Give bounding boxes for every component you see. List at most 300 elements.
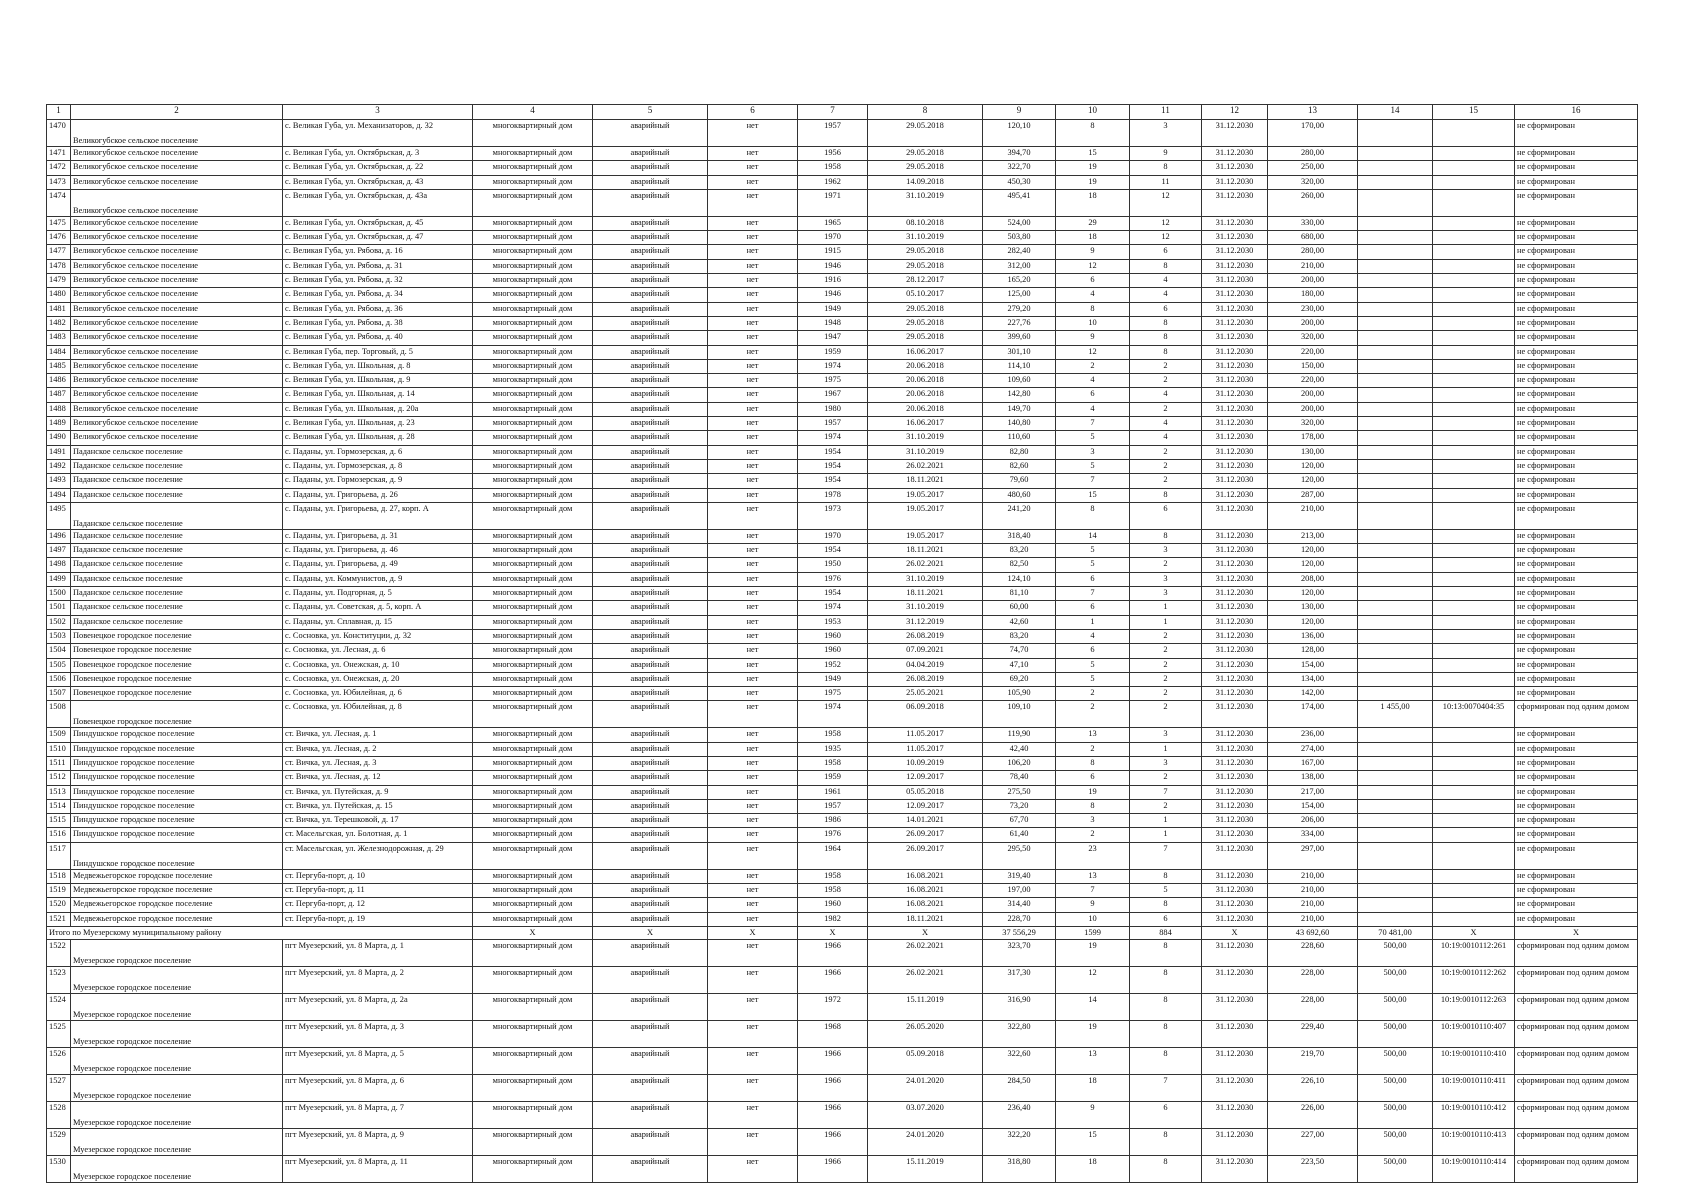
cell-year-built: 1974 <box>798 701 868 728</box>
table-row <box>47 189 1638 216</box>
cell-area: 110,60 <box>983 431 1056 445</box>
cell-plot-area: 500,00 <box>1358 939 1433 966</box>
cell-house-type: многоквартирный дом <box>473 1128 593 1155</box>
cell-municipality: Великогубское сельское поселение <box>71 417 283 431</box>
cell-relocation-date: 31.12.2030 <box>1202 966 1268 993</box>
cell-area: 83,20 <box>983 544 1056 558</box>
cell-area: 83,20 <box>983 629 1056 643</box>
cell-recognition-date: 28.12.2017 <box>868 274 983 288</box>
cell-land-area: 230,00 <box>1268 302 1358 316</box>
cell-house-type: многоквартирный дом <box>473 189 593 216</box>
cell-area: 78,40 <box>983 771 1056 785</box>
cell-address: с. Великая Губа, пер. Торговый, д. 5 <box>283 345 473 359</box>
cell-plot-area <box>1358 374 1433 388</box>
table-row <box>47 175 1638 189</box>
cell-reconstruction: нет <box>708 756 798 770</box>
cell-year-built: 1958 <box>798 728 868 742</box>
cell-plot-area <box>1358 828 1433 842</box>
cell-cadastral-number <box>1433 898 1515 912</box>
cell-recognition-date: 18.11.2021 <box>868 474 983 488</box>
cell-relocation-date: 31.12.2030 <box>1202 120 1268 147</box>
cell-recognition-date: 16.08.2021 <box>868 869 983 883</box>
table-row <box>47 459 1638 473</box>
cell-relocation-date: 31.12.2030 <box>1202 912 1268 926</box>
cell-reconstruction: нет <box>708 828 798 842</box>
cell-cadastral-number <box>1433 587 1515 601</box>
cell-house-type: многоквартирный дом <box>473 502 593 529</box>
cell-plot-area <box>1358 728 1433 742</box>
cell-recognition-date: 29.05.2018 <box>868 120 983 147</box>
cell-address: с. Великая Губа, ул. Механизаторов, д. 32 <box>283 120 473 147</box>
cell-address: с. Великая Губа, ул. Октябрьская, д. 47 <box>283 231 473 245</box>
cell-recognition-date: 26.09.2017 <box>868 842 983 869</box>
cell-area: 480,60 <box>983 488 1056 502</box>
cell-residents: 15 <box>1056 1128 1130 1155</box>
cell-plot-area: 500,00 <box>1358 1020 1433 1047</box>
cell-relocation-date: 31.12.2030 <box>1202 1020 1268 1047</box>
cell-residents: 4 <box>1056 288 1130 302</box>
cell-reconstruction: нет <box>708 161 798 175</box>
cell-year-built: 1957 <box>798 120 868 147</box>
cell-address: с. Паданы, ул. Григорьева, д. 46 <box>283 544 473 558</box>
cell-land-area: 334,00 <box>1268 828 1358 842</box>
cell-address: с. Паданы, ул. Гормозерская, д. 8 <box>283 459 473 473</box>
cell-municipality: Великогубское сельское поселение <box>71 161 283 175</box>
cell-cadastral-number <box>1433 615 1515 629</box>
cell-house-type: многоквартирный дом <box>473 799 593 813</box>
cell-reconstruction: нет <box>708 869 798 883</box>
cell-land-area: 274,00 <box>1268 742 1358 756</box>
cell-house-type: многоквартирный дом <box>473 898 593 912</box>
cell-relocation-date: 31.12.2030 <box>1202 488 1268 502</box>
cell-address: с. Паданы, ул. Подгорная, д. 5 <box>283 587 473 601</box>
cell-reconstruction: нет <box>708 672 798 686</box>
cell-plot-area <box>1358 742 1433 756</box>
cell-municipality: Великогубское сельское поселение <box>71 288 283 302</box>
cell-year-built: 1975 <box>798 374 868 388</box>
cell-rooms: 8 <box>1130 1155 1202 1182</box>
cell-rooms: 12 <box>1130 231 1202 245</box>
cell-municipality: Великогубское сельское поселение <box>71 245 283 259</box>
cell-area: 42,60 <box>983 615 1056 629</box>
cell-row-number: 1481 <box>47 302 71 316</box>
cell-area: 301,10 <box>983 345 1056 359</box>
total-cell: 70 481,00 <box>1358 926 1433 939</box>
table-row <box>47 558 1638 572</box>
cell-cadastral-number <box>1433 288 1515 302</box>
cell-reconstruction: нет <box>708 771 798 785</box>
cell-house-type: многоквартирный дом <box>473 644 593 658</box>
cell-recognition-date: 20.06.2018 <box>868 388 983 402</box>
cell-house-type: многоквартирный дом <box>473 345 593 359</box>
cell-address: с. Паданы, ул. Советская, д. 5, корп. А <box>283 601 473 615</box>
cell-status: аварийный <box>593 161 708 175</box>
cell-municipality: Великогубское сельское поселение <box>71 120 283 147</box>
cell-area: 227,76 <box>983 316 1056 330</box>
cell-status: аварийный <box>593 884 708 898</box>
cell-relocation-date: 31.12.2030 <box>1202 147 1268 161</box>
table-row <box>47 828 1638 842</box>
cell-reconstruction: нет <box>708 231 798 245</box>
cell-address: с. Паданы, ул. Григорьева, д. 49 <box>283 558 473 572</box>
cell-cadastral-number <box>1433 529 1515 543</box>
cell-area: 67,70 <box>983 814 1056 828</box>
table-row <box>47 331 1638 345</box>
cell-reconstruction: нет <box>708 474 798 488</box>
cell-plot-status: не сформирован <box>1515 672 1638 686</box>
cell-area: 236,40 <box>983 1101 1056 1128</box>
cell-reconstruction: нет <box>708 488 798 502</box>
cell-status: аварийный <box>593 502 708 529</box>
cell-residents: 18 <box>1056 1155 1130 1182</box>
cell-address: ст. Вичка, ул. Терешковой, д. 17 <box>283 814 473 828</box>
cell-relocation-date: 31.12.2030 <box>1202 245 1268 259</box>
table-row <box>47 629 1638 643</box>
cell-reconstruction: нет <box>708 402 798 416</box>
cell-cadastral-number <box>1433 161 1515 175</box>
cell-plot-status: не сформирован <box>1515 842 1638 869</box>
cell-address: пгт Муезерский, ул. 8 Марта, д. 2а <box>283 993 473 1020</box>
cell-plot-status: не сформирован <box>1515 572 1638 586</box>
cell-year-built: 1916 <box>798 274 868 288</box>
cell-rooms: 4 <box>1130 288 1202 302</box>
cell-status: аварийный <box>593 629 708 643</box>
cell-land-area: 150,00 <box>1268 359 1358 373</box>
column-number-2: 2 <box>71 105 283 120</box>
cell-relocation-date: 31.12.2030 <box>1202 814 1268 828</box>
cell-house-type: многоквартирный дом <box>473 175 593 189</box>
cell-year-built: 1965 <box>798 216 868 230</box>
cell-residents: 9 <box>1056 245 1130 259</box>
cell-row-number: 1508 <box>47 701 71 728</box>
cell-address: пгт Муезерский, ул. 8 Марта, д. 6 <box>283 1074 473 1101</box>
cell-reconstruction: нет <box>708 445 798 459</box>
cell-year-built: 1952 <box>798 658 868 672</box>
cell-rooms: 3 <box>1130 587 1202 601</box>
cell-relocation-date: 31.12.2030 <box>1202 1101 1268 1128</box>
cell-residents: 5 <box>1056 544 1130 558</box>
cell-cadastral-number: 10:19:0010110:411 <box>1433 1074 1515 1101</box>
table-row <box>47 687 1638 701</box>
cell-year-built: 1975 <box>798 687 868 701</box>
cell-row-number: 1470 <box>47 120 71 147</box>
cell-address: ст. Вичка, ул. Лесная, д. 12 <box>283 771 473 785</box>
table-row <box>47 259 1638 273</box>
column-number-11: 11 <box>1130 105 1202 120</box>
table-row <box>47 869 1638 883</box>
cell-area: 450,30 <box>983 175 1056 189</box>
cell-status: аварийный <box>593 828 708 842</box>
cell-plot-status: не сформирован <box>1515 529 1638 543</box>
cell-cadastral-number <box>1433 644 1515 658</box>
cell-cadastral-number: 10:19:0010110:407 <box>1433 1020 1515 1047</box>
table-row <box>47 728 1638 742</box>
cell-year-built: 1957 <box>798 417 868 431</box>
cell-municipality: Великогубское сельское поселение <box>71 175 283 189</box>
cell-row-number: 1480 <box>47 288 71 302</box>
cell-municipality: Великогубское сельское поселение <box>71 345 283 359</box>
cell-house-type: многоквартирный дом <box>473 316 593 330</box>
cell-residents: 6 <box>1056 572 1130 586</box>
cell-land-area: 200,00 <box>1268 316 1358 330</box>
total-label: Итого по Муезерскому муниципальному району <box>47 926 473 939</box>
cell-municipality: Муезерское городское поселение <box>71 1020 283 1047</box>
table-row <box>47 544 1638 558</box>
cell-house-type: многоквартирный дом <box>473 558 593 572</box>
cell-residents: 12 <box>1056 259 1130 273</box>
cell-address: ст. Вичка, ул. Лесная, д. 1 <box>283 728 473 742</box>
cell-plot-area <box>1358 912 1433 926</box>
cell-row-number: 1514 <box>47 799 71 813</box>
cell-residents: 23 <box>1056 842 1130 869</box>
cell-municipality: Паданское сельское поселение <box>71 601 283 615</box>
cell-residents: 9 <box>1056 1101 1130 1128</box>
cell-recognition-date: 16.06.2017 <box>868 345 983 359</box>
cell-plot-status: не сформирован <box>1515 302 1638 316</box>
table-row <box>47 120 1638 147</box>
cell-municipality: Муезерское городское поселение <box>71 966 283 993</box>
cell-plot-status: не сформирован <box>1515 799 1638 813</box>
cell-house-type: многоквартирный дом <box>473 869 593 883</box>
cell-relocation-date: 31.12.2030 <box>1202 1128 1268 1155</box>
cell-relocation-date: 31.12.2030 <box>1202 898 1268 912</box>
cell-rooms: 3 <box>1130 728 1202 742</box>
cell-row-number: 1502 <box>47 615 71 629</box>
cell-reconstruction: нет <box>708 345 798 359</box>
cell-plot-status: не сформирован <box>1515 785 1638 799</box>
cell-house-type: многоквартирный дом <box>473 402 593 416</box>
cell-plot-status: не сформирован <box>1515 274 1638 288</box>
cell-land-area: 280,00 <box>1268 245 1358 259</box>
cell-status: аварийный <box>593 1020 708 1047</box>
cell-house-type: многоквартирный дом <box>473 742 593 756</box>
cell-reconstruction: нет <box>708 629 798 643</box>
register-sheet <box>46 104 1637 1183</box>
cell-residents: 10 <box>1056 912 1130 926</box>
cell-year-built: 1974 <box>798 601 868 615</box>
cell-area: 503,80 <box>983 231 1056 245</box>
cell-residents: 13 <box>1056 869 1130 883</box>
cell-land-area: 120,00 <box>1268 558 1358 572</box>
cell-municipality: Великогубское сельское поселение <box>71 374 283 388</box>
cell-reconstruction: нет <box>708 245 798 259</box>
cell-residents: 19 <box>1056 1020 1130 1047</box>
emergency-housing-table <box>46 104 1638 1183</box>
cell-year-built: 1960 <box>798 898 868 912</box>
cell-cadastral-number <box>1433 274 1515 288</box>
cell-reconstruction: нет <box>708 431 798 445</box>
cell-plot-status: не сформирован <box>1515 756 1638 770</box>
cell-status: аварийный <box>593 728 708 742</box>
table-row <box>47 966 1638 993</box>
cell-address: с. Великая Губа, ул. Октябрьская, д. 22 <box>283 161 473 175</box>
cell-cadastral-number <box>1433 884 1515 898</box>
cell-house-type: многоквартирный дом <box>473 359 593 373</box>
cell-land-area: 138,00 <box>1268 771 1358 785</box>
cell-rooms: 2 <box>1130 558 1202 572</box>
cell-area: 60,00 <box>983 601 1056 615</box>
table-row <box>47 572 1638 586</box>
cell-relocation-date: 31.12.2030 <box>1202 701 1268 728</box>
cell-row-number: 1491 <box>47 445 71 459</box>
cell-municipality: Великогубское сельское поселение <box>71 216 283 230</box>
cell-municipality: Повенецкое городское поселение <box>71 672 283 686</box>
cell-status: аварийный <box>593 544 708 558</box>
cell-address: с. Сосновка, ул. Онежская, д. 20 <box>283 672 473 686</box>
cell-status: аварийный <box>593 601 708 615</box>
cell-status: аварийный <box>593 345 708 359</box>
cell-reconstruction: нет <box>708 814 798 828</box>
cell-recognition-date: 05.10.2017 <box>868 288 983 302</box>
cell-residents: 4 <box>1056 629 1130 643</box>
cell-land-area: 680,00 <box>1268 231 1358 245</box>
cell-plot-area <box>1358 288 1433 302</box>
cell-plot-area <box>1358 572 1433 586</box>
cell-land-area: 200,00 <box>1268 274 1358 288</box>
cell-row-number: 1506 <box>47 672 71 686</box>
cell-year-built: 1958 <box>798 161 868 175</box>
table-row <box>47 756 1638 770</box>
table-row <box>47 771 1638 785</box>
total-cell: 1599 <box>1056 926 1130 939</box>
cell-house-type: многоквартирный дом <box>473 259 593 273</box>
cell-plot-status: не сформирован <box>1515 445 1638 459</box>
cell-land-area: 200,00 <box>1268 402 1358 416</box>
cell-year-built: 1966 <box>798 1155 868 1182</box>
cell-rooms: 6 <box>1130 1101 1202 1128</box>
cell-row-number: 1524 <box>47 993 71 1020</box>
cell-plot-status: не сформирован <box>1515 316 1638 330</box>
cell-relocation-date: 31.12.2030 <box>1202 274 1268 288</box>
cell-plot-status: не сформирован <box>1515 189 1638 216</box>
cell-relocation-date: 31.12.2030 <box>1202 345 1268 359</box>
cell-row-number: 1498 <box>47 558 71 572</box>
cell-address: с. Сосновка, ул. Конституции, д. 32 <box>283 629 473 643</box>
cell-plot-status: не сформирован <box>1515 615 1638 629</box>
cell-relocation-date: 31.12.2030 <box>1202 939 1268 966</box>
cell-area: 319,40 <box>983 869 1056 883</box>
cell-plot-status: сформирован под одним домом <box>1515 1020 1638 1047</box>
cell-plot-area: 500,00 <box>1358 1047 1433 1074</box>
cell-status: аварийный <box>593 939 708 966</box>
cell-municipality: Пиндушское городское поселение <box>71 742 283 756</box>
cell-reconstruction: нет <box>708 274 798 288</box>
cell-house-type: многоквартирный дом <box>473 687 593 701</box>
cell-plot-status: сформирован под одним домом <box>1515 993 1638 1020</box>
cell-plot-status: не сформирован <box>1515 728 1638 742</box>
cell-area: 124,10 <box>983 572 1056 586</box>
cell-year-built: 1967 <box>798 388 868 402</box>
cell-cadastral-number <box>1433 459 1515 473</box>
cell-plot-area <box>1358 898 1433 912</box>
table-row <box>47 147 1638 161</box>
cell-house-type: многоквартирный дом <box>473 814 593 828</box>
column-number-9: 9 <box>983 105 1056 120</box>
table-row <box>47 742 1638 756</box>
cell-plot-area <box>1358 245 1433 259</box>
cell-plot-status: сформирован под одним домом <box>1515 1128 1638 1155</box>
table-body <box>47 105 1638 1183</box>
cell-row-number: 1526 <box>47 1047 71 1074</box>
cell-status: аварийный <box>593 842 708 869</box>
cell-year-built: 1954 <box>798 544 868 558</box>
cell-cadastral-number <box>1433 912 1515 926</box>
cell-rooms: 2 <box>1130 474 1202 488</box>
cell-cadastral-number <box>1433 488 1515 502</box>
cell-address: с. Великая Губа, ул. Школьная, д. 23 <box>283 417 473 431</box>
cell-rooms: 2 <box>1130 445 1202 459</box>
cell-plot-area <box>1358 388 1433 402</box>
cell-year-built: 1949 <box>798 302 868 316</box>
cell-year-built: 1953 <box>798 615 868 629</box>
cell-cadastral-number <box>1433 359 1515 373</box>
cell-land-area: 174,00 <box>1268 701 1358 728</box>
cell-recognition-date: 11.05.2017 <box>868 728 983 742</box>
cell-address: с. Великая Губа, ул. Октябрьская, д. 43а <box>283 189 473 216</box>
table-row <box>47 216 1638 230</box>
cell-residents: 2 <box>1056 742 1130 756</box>
cell-status: аварийный <box>593 331 708 345</box>
cell-plot-area <box>1358 175 1433 189</box>
cell-recognition-date: 24.01.2020 <box>868 1128 983 1155</box>
cell-relocation-date: 31.12.2030 <box>1202 869 1268 883</box>
cell-status: аварийный <box>593 572 708 586</box>
cell-relocation-date: 31.12.2030 <box>1202 302 1268 316</box>
cell-year-built: 1973 <box>798 502 868 529</box>
cell-plot-status: сформирован под одним домом <box>1515 701 1638 728</box>
cell-plot-area <box>1358 120 1433 147</box>
cell-municipality: Паданское сельское поселение <box>71 572 283 586</box>
cell-municipality: Муезерское городское поселение <box>71 1101 283 1128</box>
cell-status: аварийный <box>593 966 708 993</box>
cell-address: ст. Вичка, ул. Путейская, д. 15 <box>283 799 473 813</box>
cell-plot-area <box>1358 488 1433 502</box>
cell-rooms: 12 <box>1130 189 1202 216</box>
cell-reconstruction: нет <box>708 374 798 388</box>
total-cell: 43 692,60 <box>1268 926 1358 939</box>
cell-cadastral-number: 10:19:0010112:262 <box>1433 966 1515 993</box>
cell-reconstruction: нет <box>708 785 798 799</box>
cell-reconstruction: нет <box>708 558 798 572</box>
cell-reconstruction: нет <box>708 799 798 813</box>
table-row <box>47 601 1638 615</box>
cell-recognition-date: 14.09.2018 <box>868 175 983 189</box>
table-row <box>47 302 1638 316</box>
table-row <box>47 587 1638 601</box>
cell-plot-status: не сформирован <box>1515 161 1638 175</box>
cell-residents: 9 <box>1056 331 1130 345</box>
cell-municipality: Муезерское городское поселение <box>71 1128 283 1155</box>
cell-land-area: 120,00 <box>1268 587 1358 601</box>
table-row <box>47 939 1638 966</box>
cell-row-number: 1507 <box>47 687 71 701</box>
cell-residents: 5 <box>1056 459 1130 473</box>
cell-status: аварийный <box>593 288 708 302</box>
cell-rooms: 8 <box>1130 869 1202 883</box>
cell-area: 105,90 <box>983 687 1056 701</box>
cell-relocation-date: 31.12.2030 <box>1202 884 1268 898</box>
cell-address: с. Паданы, ул. Григорьева, д. 26 <box>283 488 473 502</box>
cell-municipality: Великогубское сельское поселение <box>71 331 283 345</box>
cell-area: 282,40 <box>983 245 1056 259</box>
cell-plot-area <box>1358 687 1433 701</box>
cell-rooms: 8 <box>1130 316 1202 330</box>
table-row <box>47 488 1638 502</box>
cell-residents: 13 <box>1056 1047 1130 1074</box>
cell-reconstruction: нет <box>708 502 798 529</box>
cell-reconstruction: нет <box>708 1101 798 1128</box>
cell-area: 394,70 <box>983 147 1056 161</box>
